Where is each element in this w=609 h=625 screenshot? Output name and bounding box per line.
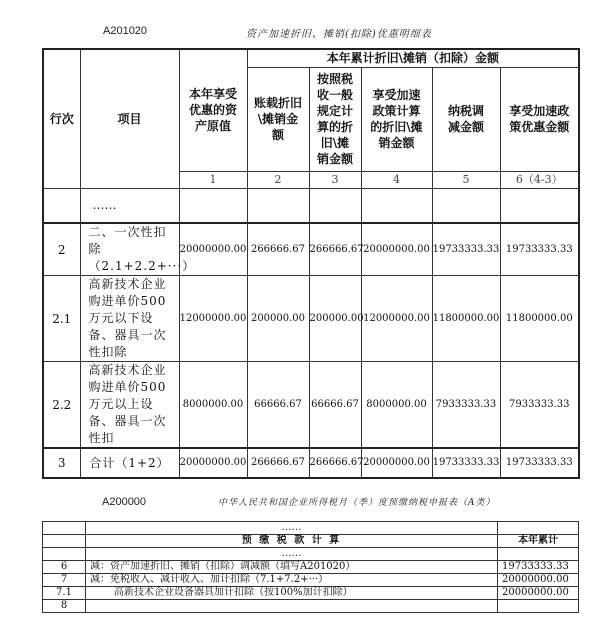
row-no: 2.2 bbox=[43, 362, 80, 449]
row-label bbox=[86, 600, 498, 613]
form-title: 资产加速折旧、摊销(扣除)优惠明细表 bbox=[246, 29, 432, 40]
prepayment-table bbox=[42, 521, 579, 613]
table-row bbox=[43, 561, 579, 574]
header-row-no: 行次 bbox=[43, 49, 80, 188]
row-no: 6 bbox=[43, 561, 86, 574]
row-label: 减：资产加速折旧、摊销（扣除）调减额（填写A201020） bbox=[86, 561, 498, 574]
form2-title: 中华人民共和国企业所得税月（季）度预缴纳税申报表（A类） bbox=[218, 498, 496, 508]
ellipsis-row: …… bbox=[80, 188, 179, 223]
table-row bbox=[43, 448, 579, 478]
header-col3: 按照税收一般规定计算的折旧\摊销金额 bbox=[309, 67, 361, 171]
row-value: 20000000.00 bbox=[179, 448, 247, 478]
row-item: 二、一次性扣除 （2.1+2.2+···） bbox=[80, 223, 179, 276]
form-code: A201020 bbox=[103, 25, 148, 37]
row-value: 200000.00 bbox=[309, 276, 361, 362]
row-no: 7.1 bbox=[43, 587, 86, 600]
row-value: 12000000.00 bbox=[179, 276, 247, 362]
row-value: 20000000.00 bbox=[498, 574, 579, 587]
row-value: 20000000.00 bbox=[179, 223, 247, 276]
row-value: 11800000.00 bbox=[432, 276, 500, 362]
row-value: 66666.67 bbox=[309, 362, 361, 449]
col-number: 2 bbox=[247, 171, 309, 188]
table-row bbox=[43, 574, 579, 587]
row-no: 8 bbox=[43, 600, 86, 613]
row-value: 266666.67 bbox=[247, 223, 309, 276]
ellipsis-row: …… bbox=[86, 522, 498, 535]
row-value: 266666.67 bbox=[247, 448, 309, 478]
row-no: 2 bbox=[43, 223, 80, 276]
row-value: 200000.00 bbox=[247, 276, 309, 362]
row-value: 20000000.00 bbox=[361, 448, 432, 478]
header-label: 预 缴 税 款 计 算 bbox=[86, 535, 498, 548]
row-value: 8000000.00 bbox=[361, 362, 432, 449]
header-value: 本年累计 bbox=[498, 535, 579, 548]
table-row bbox=[43, 276, 579, 362]
row-value: 266666.67 bbox=[309, 223, 361, 276]
col-number: 6（4-3） bbox=[500, 171, 579, 188]
row-value: 8000000.00 bbox=[179, 362, 247, 449]
row-item: 合计（1+2） bbox=[80, 448, 179, 478]
row-value: 11800000.00 bbox=[500, 276, 579, 362]
row-value: 266666.67 bbox=[309, 448, 361, 478]
header-col1: 本年享受优惠的资产原值 bbox=[179, 49, 247, 171]
header-col2: 账载折旧\摊销金额 bbox=[247, 67, 309, 171]
row-value: 7933333.33 bbox=[432, 362, 500, 449]
row-value: 19733333.33 bbox=[498, 561, 579, 574]
row-value: 19733333.33 bbox=[432, 448, 500, 478]
row-label: 高新技术企业设备器具加计扣除（按100%加计扣除） bbox=[86, 587, 498, 600]
row-value: 19733333.33 bbox=[432, 223, 500, 276]
row-value: 12000000.00 bbox=[361, 276, 432, 362]
col-number: 5 bbox=[432, 171, 500, 188]
form2-code: A200000 bbox=[102, 496, 147, 508]
table-row bbox=[43, 362, 579, 449]
row-value bbox=[498, 600, 579, 613]
depreciation-table bbox=[42, 48, 580, 479]
header-group: 本年累计折旧\摊销（扣除）金额 bbox=[247, 49, 579, 67]
header-col4: 享受加速政策计算的折旧\摊销金额 bbox=[361, 67, 432, 171]
row-value: 20000000.00 bbox=[361, 223, 432, 276]
table-row bbox=[43, 223, 579, 276]
header-col6: 享受加速政策优惠金额 bbox=[500, 67, 579, 171]
row-no: 7 bbox=[43, 574, 86, 587]
col-number: 1 bbox=[179, 171, 247, 188]
row-value: 19733333.33 bbox=[500, 223, 579, 276]
row-value: 66666.67 bbox=[247, 362, 309, 449]
col-number: 4 bbox=[361, 171, 432, 188]
row-value: 20000000.00 bbox=[498, 587, 579, 600]
row-no: 3 bbox=[43, 448, 80, 478]
header-col5: 纳税调减金额 bbox=[432, 67, 500, 171]
row-value: 19733333.33 bbox=[500, 448, 579, 478]
row-value: 7933333.33 bbox=[500, 362, 579, 449]
table-row bbox=[43, 600, 579, 613]
row-item: 高新技术企业购进单价500万元以下设备、器具一次性扣除 bbox=[80, 276, 179, 362]
table-row bbox=[43, 587, 579, 600]
header-item: 项目 bbox=[80, 49, 179, 188]
row-label: 减：免税收入、减计收入、加计扣除（7.1+7.2+···） bbox=[86, 574, 498, 587]
col-number: 3 bbox=[309, 171, 361, 188]
row-no: 2.1 bbox=[43, 276, 80, 362]
row-item: 高新技术企业购进单价500万元以上设备、器具一次性扣 bbox=[80, 362, 179, 449]
ellipsis-row: …… bbox=[86, 548, 498, 561]
